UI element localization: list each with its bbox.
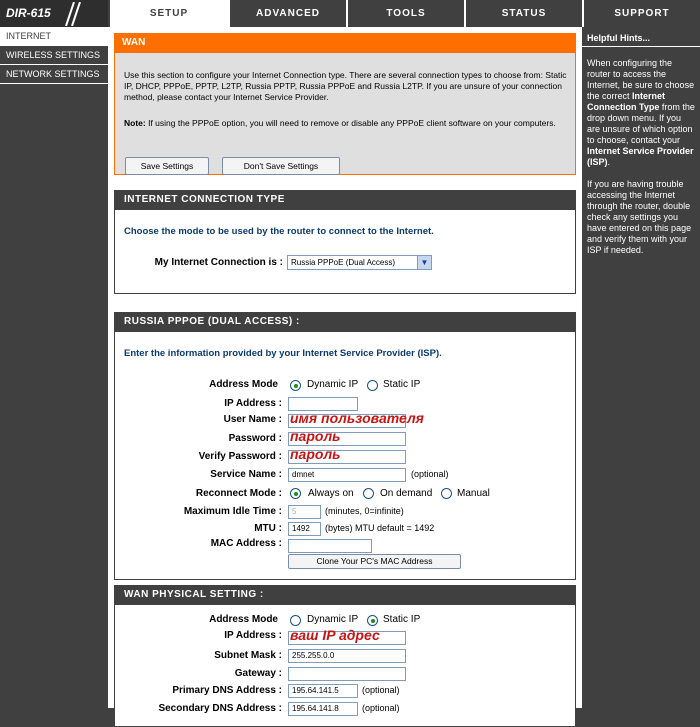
password-label: Password : [228,433,282,444]
russia-pppoe-title: RUSSIA PPPOE (DUAL ACCESS) : [115,313,575,332]
secondary-dns-label: Secondary DNS Address : [158,703,282,714]
hint-paragraph-1 [582,58,700,168]
physical-ip-value: ваш IP адрес [290,627,380,643]
chevron-down-icon: ▼ [417,256,431,269]
pppoe-dynamic-ip-radio[interactable] [290,380,301,391]
service-name-input[interactable]: dmnet [288,468,406,482]
max-idle-time-hint: (minutes, 0=infinite) [325,506,404,516]
pppoe-static-ip-radio[interactable] [367,380,378,391]
wan-physical-setting-panel [114,585,576,727]
helpful-hints-title: Helpful Hints... [582,27,700,47]
service-name-label: Service Name : [210,469,282,480]
left-nav [0,27,108,708]
top-bar [0,0,700,27]
gateway-input[interactable] [288,667,406,681]
tab-tools[interactable]: TOOLS [346,0,464,27]
password-value: пароль [290,428,341,444]
nav-item-network-settings[interactable]: NETWORK SETTINGS [0,65,108,84]
hint-1-d: Internet Service Provider (ISP) [587,146,694,167]
physical-address-mode-label: Address Mode [209,614,278,625]
wan-note [124,118,572,129]
hint-1-b: Internet Connection Type [587,91,666,112]
russia-pppoe-panel [114,312,576,580]
hint-paragraph-2: If you are having trouble accessing the Internet through the router, double check any settings you have entered on this page and verify them with your ISP if needed. [587,179,692,255]
secondary-dns-optional: (optional) [362,703,400,713]
max-idle-time-input[interactable]: 5 [288,505,321,519]
service-name-optional: (optional) [411,469,449,479]
save-settings-button[interactable]: Save Settings [125,157,209,175]
connection-type-prompt: Choose the mode to be used by the router to connect to the Internet. [124,226,434,237]
tab-advanced[interactable]: ADVANCED [228,0,346,27]
manual-label: Manual [457,488,490,499]
gateway-label: Gateway : [234,668,282,679]
on-demand-radio[interactable] [363,488,374,499]
wan-title: WAN [115,34,575,53]
physical-dynamic-ip-label: Dynamic IP [307,614,359,625]
hint-1-c: from the drop down menu. If you are unsure of which option to choose, contact your [587,102,695,145]
mac-address-input[interactable] [288,539,372,553]
hint-1-e: . [607,157,611,167]
logo-slashes-icon [52,2,82,26]
subnet-mask-label: Subnet Mask : [214,650,282,661]
hint-1-a: When configuring the router to access the Internet, be sure to choose the correct [587,58,695,101]
wan-note-text: If using the PPPoE option, you will need to remove or disable any PPPoE client software on your computers. [145,118,556,128]
logo [0,0,108,27]
mtu-input[interactable]: 1492 [288,522,321,536]
always-on-label: Always on [308,488,354,499]
internet-connection-type-panel [114,190,576,294]
wan-intro: Use this section to configure your Internet Connection type. There are several connection types to choose from: Static IP, DHCP, PPPoE, PPTP, L2TP, Russia PPTP, Russia PPPoE and Russia L2TP. If you are unsure of your connection method, please contact your Internet Service Provider. [124,70,567,102]
user-name-value: имя пользователя [290,410,424,426]
pppoe-ip-label: IP Address : [224,398,282,409]
pppoe-prompt: Enter the information provided by your Internet Service Provider (ISP). [124,348,442,359]
verify-password-value: пароль [290,446,341,462]
verify-password-label: Verify Password : [198,451,282,462]
pppoe-dynamic-ip-label: Dynamic IP [307,379,359,390]
pppoe-address-mode-label: Address Mode [209,379,278,390]
physical-static-ip-radio[interactable] [367,615,378,626]
mac-address-label: MAC Address : [210,538,282,549]
tab-support[interactable]: SUPPORT [582,0,700,27]
primary-dns-input[interactable]: 195.64.141.5 [288,684,358,698]
physical-static-ip-label: Static IP [383,614,421,625]
physical-ip-label: IP Address : [224,630,282,641]
pppoe-static-ip-label: Static IP [383,379,421,390]
always-on-radio[interactable] [290,488,301,499]
manual-radio[interactable] [441,488,452,499]
subnet-mask-input[interactable]: 255.255.0.0 [288,649,406,663]
connection-type-select[interactable] [287,255,432,270]
tab-status[interactable]: STATUS [464,0,582,27]
internet-connection-type-title: INTERNET CONNECTION TYPE [115,191,575,210]
primary-dns-optional: (optional) [362,685,400,695]
clone-mac-button[interactable]: Clone Your PC's MAC Address [288,554,461,569]
main-content [108,27,582,714]
user-name-label: User Name : [223,414,282,425]
connection-type-label: My Internet Connection is : [154,257,283,268]
nav-item-wireless-settings[interactable]: WIRELESS SETTINGS [0,46,108,65]
reconnect-mode-label: Reconnect Mode : [195,488,282,499]
primary-dns-label: Primary DNS Address : [172,685,282,696]
nav-item-internet[interactable]: INTERNET [0,27,108,46]
max-idle-time-label: Maximum Idle Time : [183,506,282,517]
helpful-hints-sidebar [582,27,700,708]
secondary-dns-input[interactable]: 195.64.141.8 [288,702,358,716]
mtu-hint: (bytes) MTU default = 1492 [325,523,435,533]
physical-dynamic-ip-radio[interactable] [290,615,301,626]
wan-physical-setting-title: WAN PHYSICAL SETTING : [115,586,575,605]
dont-save-settings-button[interactable]: Don't Save Settings [222,157,340,175]
pppoe-ip-input[interactable] [288,397,358,411]
on-demand-label: On demand [380,488,433,499]
logo-text: DIR-615 [6,6,51,20]
wan-panel [114,33,576,175]
connection-type-value: Russia PPPoE (Dual Access) [291,258,396,267]
tab-setup[interactable]: SETUP [108,0,228,27]
mtu-label: MTU : [254,523,282,534]
main-tabs [108,0,700,27]
wan-note-label: Note: [124,118,146,128]
